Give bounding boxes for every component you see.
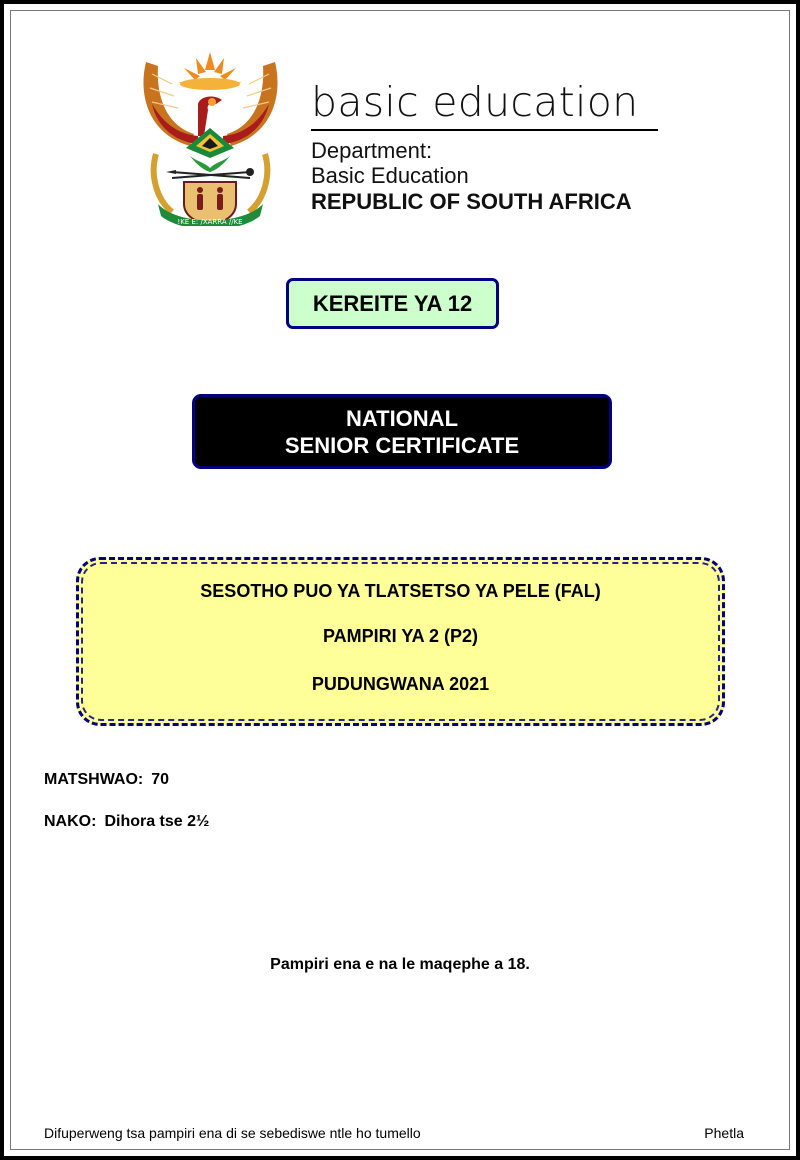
time-label: NAKO:	[44, 813, 97, 830]
time-value: Dihora tse 2½	[104, 813, 210, 830]
brand-rule-divider	[311, 129, 658, 131]
grade-badge	[286, 278, 499, 329]
motto-text: !KE E: /XARRA //KE	[177, 218, 243, 226]
department-name: Basic Education	[311, 163, 469, 188]
certificate-line-1: NATIONAL	[345, 405, 459, 431]
subject-title: SESOTHO PUO YA TLATSETSO YA PELE (FAL)	[200, 581, 601, 601]
copyright-notice: Difuperweng tsa pampiri ena di se sebediswe ntle ho tumello	[44, 1125, 421, 1141]
certificate-line-2: SENIOR CERTIFICATE	[284, 432, 520, 458]
brand-block	[311, 78, 661, 215]
marks-label: MATSHWAO:	[44, 771, 144, 788]
coat-of-arms-icon	[138, 44, 283, 226]
turn-over-label: Phetla	[704, 1125, 744, 1141]
country-name: REPUBLIC OF SOUTH AFRICA	[311, 189, 632, 214]
marks-info	[44, 771, 169, 789]
grade-label: KEREITE YA 12	[312, 290, 473, 316]
paper-number: PAMPIRI YA 2 (P2)	[322, 626, 479, 646]
marks-value: 70	[151, 771, 170, 788]
subject-panel	[76, 557, 725, 726]
brand-title: basic education	[311, 78, 639, 126]
exam-session: PUDUNGWANA 2021	[311, 674, 490, 694]
certificate-banner	[192, 394, 612, 469]
time-info	[44, 813, 209, 831]
department-label: Department:	[311, 138, 433, 163]
page-count-note: Pampiri ena e na le maqephe a 18.	[270, 956, 530, 973]
